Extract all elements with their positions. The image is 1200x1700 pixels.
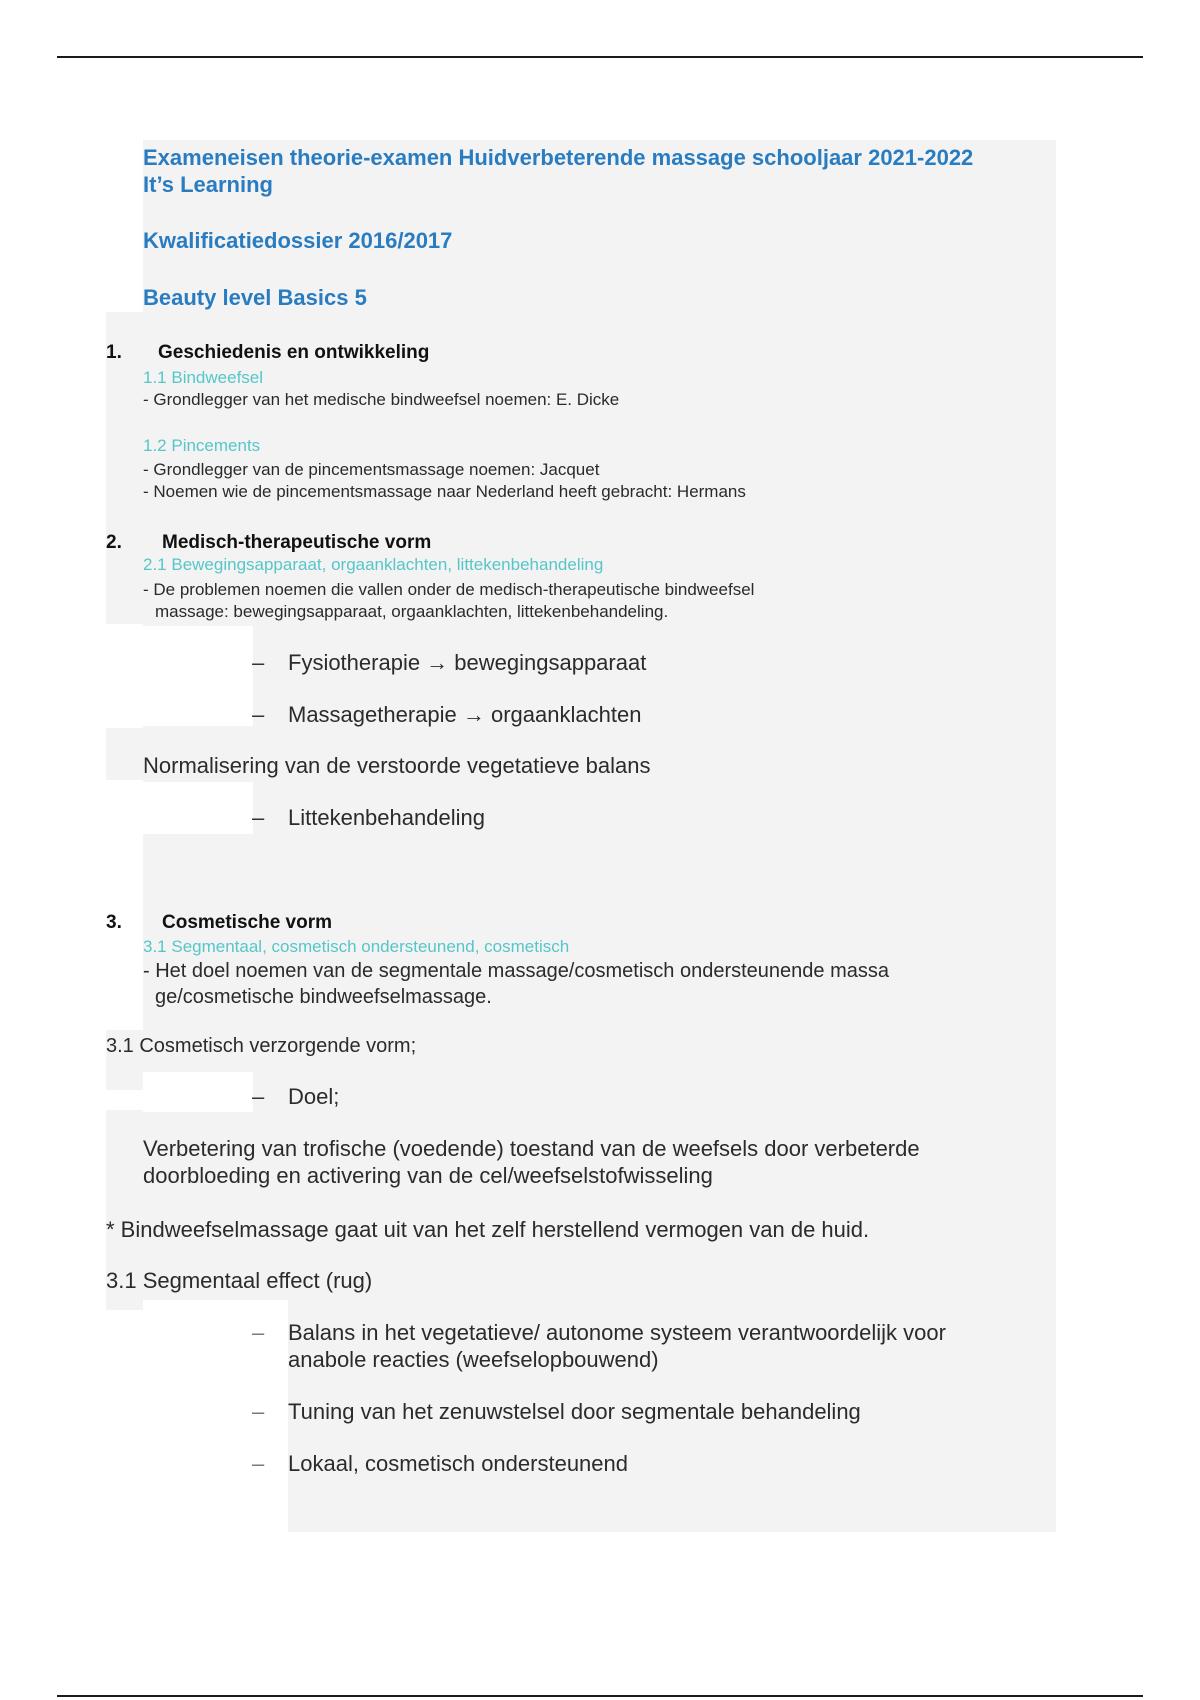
section2-title: Medisch-therapeutische vorm xyxy=(162,532,432,553)
section3-verbetering: Verbetering van trofische (voedende) toestand van de weefsels door verbeterde xyxy=(143,1136,920,1161)
level-heading: Beauty level Basics 5 xyxy=(143,285,367,310)
section3-title: Cosmetische vorm xyxy=(162,912,333,933)
section1-number: 1. xyxy=(106,342,122,363)
dossier-heading: Kwalificatiedossier 2016/2017 xyxy=(143,228,453,253)
section2-bullet2: Massagetherapie → orgaanklachten xyxy=(288,702,642,727)
section1-sub1-label: 1.1 Bindweefsel xyxy=(143,368,264,387)
bullet-dash: – xyxy=(252,1084,265,1109)
shade-gap-3 xyxy=(143,1072,253,1112)
section2-normalisering: Normalisering van de verstoorde vegetatieve balans xyxy=(143,753,651,778)
bullet-dash: – xyxy=(252,1451,265,1476)
section3-note: * Bindweefselmassage gaat uit van het zelf herstellend vermogen van de huid. xyxy=(106,1217,870,1242)
bullet-dash: – xyxy=(252,1399,265,1424)
document-title: Exameneisen theorie-examen Huidverbeterende massage schooljaar 2021-2022 xyxy=(143,145,974,170)
bullet-dash: – xyxy=(252,805,265,830)
section3-desc-cont: ge/cosmetische bindweefselmassage. xyxy=(155,986,492,1008)
section2-bullet1: Fysiotherapie → bewegingsapparaat xyxy=(288,650,647,675)
bullet-dash: – xyxy=(252,702,265,727)
section3-doel: Doel; xyxy=(288,1084,340,1109)
shade-bottom xyxy=(143,1300,288,1532)
bullet-dash: – xyxy=(252,650,265,675)
section3-effect1: Balans in het vegetatieve/ autonome systeem verantwoordelijk voor xyxy=(288,1320,946,1345)
section3-number: 3. xyxy=(106,912,122,933)
bullet-dash: – xyxy=(252,1320,265,1345)
section1-title: Geschiedenis en ontwikkeling xyxy=(158,342,430,363)
section3-verbetering-cont: doorbloeding en activering van de cel/weefselstofwisseling xyxy=(143,1163,713,1188)
section3-desc: - Het doel noemen van de segmentale massage/cosmetisch ondersteunende massa xyxy=(143,960,889,982)
section1-sub1-item: - Grondlegger van het medische bindweefsel noemen: E. Dicke xyxy=(143,390,620,409)
bottom-rule xyxy=(57,1695,1143,1697)
section2-desc-cont: massage: bewegingsapparaat, orgaanklachten, littekenbehandeling. xyxy=(155,602,669,621)
section3-verzorgend: 3.1 Cosmetisch verzorgende vorm; xyxy=(106,1035,417,1057)
section2-sub-label: 2.1 Bewegingsapparaat, orgaanklachten, littekenbehandeling xyxy=(143,555,604,574)
shade-gap-2 xyxy=(143,782,253,834)
section3-segmentaal: 3.1 Segmentaal effect (rug) xyxy=(106,1268,373,1293)
section2-number: 2. xyxy=(106,532,122,553)
section3-effect2: Tuning van het zenuwstelsel door segmentale behandeling xyxy=(288,1399,861,1424)
section3-effect3: Lokaal, cosmetisch ondersteunend xyxy=(288,1451,628,1476)
section2-bullet3: Littekenbehandeling xyxy=(288,805,485,830)
shade-gap-1 xyxy=(143,626,253,726)
section2-desc: - De problemen noemen die vallen onder de medisch-therapeutische bindweefsel xyxy=(143,580,755,599)
section1-sub2-item: - Grondlegger van de pincementsmassage noemen: Jacquet xyxy=(143,460,600,479)
document-title-line2: It’s Learning xyxy=(143,172,273,197)
shade-left-2 xyxy=(106,728,146,780)
section1-sub2-item: - Noemen wie de pincementsmassage naar Nederland heeft gebracht: Hermans xyxy=(143,482,746,501)
section3-effect1-cont: anabole reacties (weefselopbouwend) xyxy=(288,1347,659,1372)
top-rule xyxy=(57,56,1143,58)
section1-sub2-label: 1.2 Pincements xyxy=(143,436,261,455)
section3-sub-label: 3.1 Segmentaal, cosmetisch ondersteunend, cosmetisch xyxy=(143,937,570,956)
